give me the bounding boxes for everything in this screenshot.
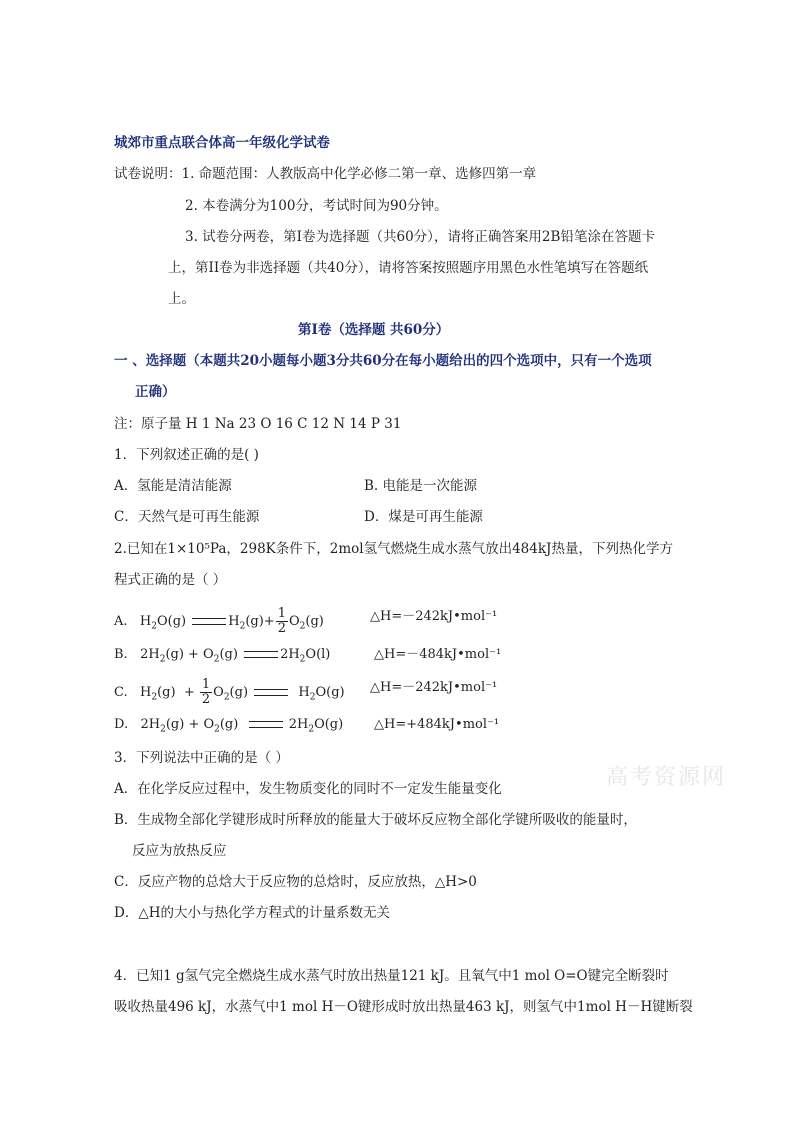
instructions-label: 试卷说明：	[114, 166, 182, 182]
instruction-item-2: 2. 本卷满分为100分，考试时间为90分钟。	[185, 198, 448, 214]
question-2-option-a-dh: △H=－242kJ•mol⁻¹	[370, 609, 498, 624]
part1-heading-line-1: 一 、选择题（本题共20小题每小题3分共60分在每小题给出的四个选项中，只有一个选项	[114, 353, 652, 369]
question-3-option-c: C．反应产物的总焓大于反应物的总焓时，反应放热，△H>0	[114, 874, 477, 890]
option-d-label: D.	[114, 717, 129, 732]
part1-heading-line-2: 正确）	[135, 384, 176, 400]
question-1-option-d: D．煤是可再生能源	[364, 509, 483, 525]
equals-sign-icon	[244, 651, 278, 658]
question-3-option-a: A．在化学反应过程中，发生物质变化的同时不一定发生能量变化	[114, 781, 502, 797]
question-1-option-c: C．天然气是可再生能源	[114, 509, 260, 525]
question-3-option-b-line-2: 反应为放热反应	[132, 843, 227, 859]
question-2-stem-line-2: 程式正确的是（ ）	[114, 572, 227, 588]
question-2-stem-line-1: 2.已知在1×10⁵Pa，298K条件下，2mol氢气燃烧生成水蒸气放出484kJ热量，下列热化学方	[114, 541, 673, 557]
question-2-option-c: C. $H_2(g)$ + $\frac{1}{2}$ $O_2(g)$ $H_2O(g)$	[114, 677, 345, 707]
fraction-one-half: $\frac{1}{2}$	[201, 677, 211, 707]
instruction-item-3-line-1: 3. 试卷分两卷，第Ⅰ卷为选择题（共60分），请将正确答案用2B铅笔涂在答题卡	[185, 229, 655, 245]
question-1-option-b: B. 电能是一次能源	[364, 478, 478, 494]
fraction-one-half: $\frac{1}{2}$	[277, 606, 286, 636]
option-c-label: C.	[114, 685, 128, 700]
question-3-option-b-line-1: B．生成物全部化学键形成时所释放的能量大于破坏反应物全部化学键所吸收的能量时，	[114, 812, 637, 828]
question-2-option-b-dh: △H=－484kJ•mol⁻¹	[374, 647, 502, 662]
instruction-item-3-line-3: 上。	[168, 291, 195, 307]
equals-sign-icon	[254, 689, 288, 696]
option-b-label: B.	[114, 647, 128, 662]
question-1-option-a: A．氢能是清洁能源	[114, 478, 232, 494]
instruction-item-3-line-2: 上，第II卷为非选择题（共40分），请将答案按照题序用黑色水性笔填写在答题纸	[168, 260, 649, 276]
equals-sign-icon	[249, 721, 283, 728]
question-3-stem: 3．下列说法中正确的是（ ）	[114, 750, 289, 766]
watermark: 高考资源网	[606, 765, 727, 790]
instructions-line-1	[114, 164, 536, 184]
question-2-option-b: B. $2H_2(g) + O_2(g)$ $2H_2O(l)$	[114, 647, 331, 665]
question-2-option-d: D. $2H_2(g) + O_2(g)$ $2H_2O(g)$	[114, 717, 344, 735]
option-a-label: A.	[114, 614, 128, 629]
exam-title: 城郊市重点联合体高一年级化学试卷	[114, 135, 330, 151]
atomic-weight-note: 注：原子量 H 1 Na 23 O 16 C 12 N 14 P 31	[114, 416, 402, 432]
question-4-line-1: 4．已知1 g氢气完全燃烧生成水蒸气时放出热量121 kJ。且氧气中1 mol O=O键完全断裂时	[114, 968, 669, 984]
question-2-option-d-dh: △H=+484kJ•mol⁻¹	[374, 717, 500, 732]
section-title: 第Ⅰ卷（选择题 共60分）	[298, 322, 450, 338]
question-4-line-2: 吸收热量496 kJ，水蒸气中1 mol H－O键形成时放出热量463 kJ，则氢气中1mol H－H键断裂	[114, 999, 693, 1015]
question-2-option-a: A. $H_2O(g)$ $H_2(g)+$ $\frac{1}{2}$ $O_2(g)$	[114, 606, 324, 636]
question-1-stem: 1．下列叙述正确的是( )	[114, 447, 259, 463]
question-3-option-d: D．△H的大小与热化学方程式的计量系数无关	[114, 905, 390, 921]
instruction-item-1: 1. 命题范围：人教版高中化学必修二第一章、选修四第一章	[181, 166, 537, 182]
equals-sign-icon	[192, 618, 226, 625]
question-2-option-c-dh: △H=－242kJ•mol⁻¹	[370, 680, 498, 695]
